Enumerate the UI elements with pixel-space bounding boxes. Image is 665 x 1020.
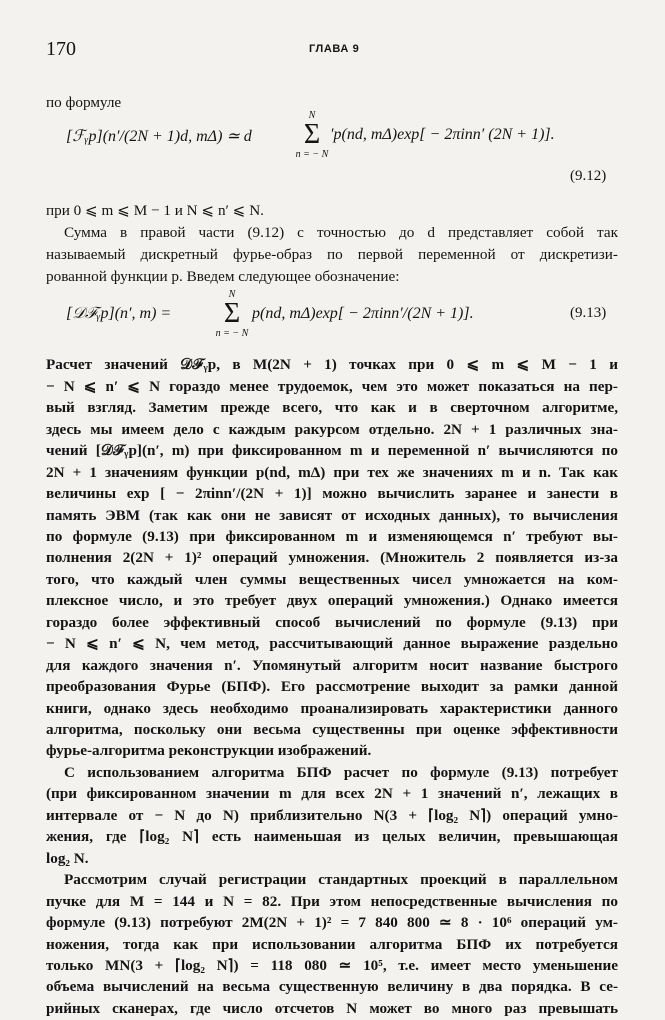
formula-9-13-lhs: [𝒟ℱᵧp](n′, m) = [66, 305, 172, 322]
sum-upper-limit: N [228, 289, 236, 300]
formula-condition: при 0 ⩽ m ⩽ M − 1 и N ⩽ n′ ⩽ N. [46, 202, 264, 219]
text-line: алгоритма, поскольку они весьма существенны при оценке эффективности [46, 721, 618, 739]
text-line: формуле (9.13) потребуют 2M(2N + 1)² = 7 840 800 ≃ 8 · 10⁶ операций ум- [46, 914, 618, 932]
text-line: пучке для M = 144 и N = 82. При этом непосредственные вычисления по [46, 892, 618, 910]
intro-text: по формуле [46, 94, 122, 111]
text-line: − N ⩽ n′ ⩽ N гораздо менее трудоемок, чем это может показаться на пер- [46, 377, 618, 395]
running-title: ГЛАВА 9 [309, 43, 360, 55]
text-line: того, что каждый член суммы вещественных чисел умножается на ком- [46, 570, 618, 588]
text-line: только MN(3 + ⌈log₂ N⌉) = 118 080 ≃ 10⁵, т.е. имеет место уменьшение [46, 956, 618, 974]
text-line: полнения 2(2N + 1)² операций умножения. (Множитель 2 появляется из-за [46, 549, 618, 567]
text-line: 2N + 1 значениям функции p(nd, mΔ) при тех же значениях m и n. Так как [46, 463, 618, 481]
text-line: по формуле (9.13) при фиксированном m и изменяющемся n′ требуют вы- [46, 527, 618, 545]
sum-sign: Σ [303, 119, 321, 150]
text-line: вый взгляд. Заметим прежде всего, что как и в сверточном алгоритме, [46, 399, 618, 417]
sum-sign: Σ [223, 298, 241, 329]
text-line: (при фиксированном значении m для всех 2N + 1 значений n′, лежащих в [46, 785, 618, 803]
text-line: чений [𝒟ℱᵧp](n′, m) при фиксированном m и переменной n′ вычисляются по [46, 442, 618, 460]
text-line: фурье-алгоритма реконструкции изображений. [46, 742, 372, 760]
formula-9-13-sum [212, 289, 252, 339]
text-line: − N ⩽ n′ ⩽ N, чем метод, рассчитывающий данное выражение раздельно [46, 635, 618, 653]
equation-number-9-12: (9.12) [570, 168, 607, 184]
text-line: книги, однако здесь необходимо проанализировать характеристики данного [46, 699, 618, 717]
text-line: Расчет значений 𝒟ℱᵧp, в M(2N + 1) точках при 0 ⩽ m ⩽ M − 1 и [46, 356, 618, 374]
text-line: жения, где ⌈log₂ N⌉ есть наименьшая из целых величин, превышающая [46, 828, 618, 846]
sum-lower-limit: n = − N [295, 149, 329, 160]
text-line: память ЭВМ (так как они не зависят от исходных данных), то вычисления [46, 506, 618, 524]
text-line: величины exp [ − 2πinn′/(2N + 1)] можно вычислить заранее и занести в [46, 485, 618, 503]
text-line: объема вычислений на весьма существенную величину в два порядка. В се- [46, 978, 618, 996]
equation-number-9-13: (9.13) [570, 305, 607, 321]
text-line: интервале от − N до N) приблизительно N(3 + ⌈log₂ N⌉) операций умно- [46, 806, 618, 824]
formula-9-12-lhs: [ℱᵧp](n′/(2N + 1)d, mΔ) ≃ d [66, 128, 252, 145]
sum-upper-limit: N [308, 110, 316, 121]
text-line: здесь мы имеем дело с каждым ракурсом отдельно. 2N + 1 различных зна- [46, 420, 618, 438]
page-number: 170 [46, 38, 76, 60]
formula-9-12-sum [292, 110, 332, 160]
text-line: гораздо более эффективный способ вычислений по формуле (9.13) при [46, 613, 618, 631]
text-line: рийных сканерах, где число отсчетов N может во много раз превышать [46, 999, 618, 1017]
text-line: называемый дискретный фурье-образ по первой переменной от дискретизи- [46, 246, 618, 263]
text-line: для каждого значения n′. Упомянутый алгоритм носит название быстрого [46, 656, 618, 674]
text-line: Рассмотрим случай регистрации стандартных проекций в параллельном [64, 871, 618, 889]
text-line: плексное число, и это требует двух операций умножения.) Однако имеется [46, 592, 618, 610]
text-line: ножения, тогда как при использовании алгоритма БПФ их потребуется [46, 935, 618, 953]
formula-9-13-rhs: p(nd, mΔ)exp[ − 2πinn′/(2N + 1)]. [252, 305, 474, 322]
sum-lower-limit: n = − N [215, 328, 249, 339]
text-line: С использованием алгоритма БПФ расчет по формуле (9.13) потребует [64, 763, 618, 781]
formula-9-12-rhs: ′p(nd, mΔ)exp[ − 2πinn′ (2N + 1)]. [330, 126, 555, 143]
text-line: log₂ N. [46, 849, 89, 867]
text-line: рованной функции p. Введем следующее обозначение: [46, 268, 400, 285]
text-line: Сумма в правой части (9.12) с точностью до d представляет собой так [64, 224, 618, 241]
text-line: преобразования Фурье (БПФ). Его рассмотрение выходит за рамки данной [46, 678, 618, 696]
